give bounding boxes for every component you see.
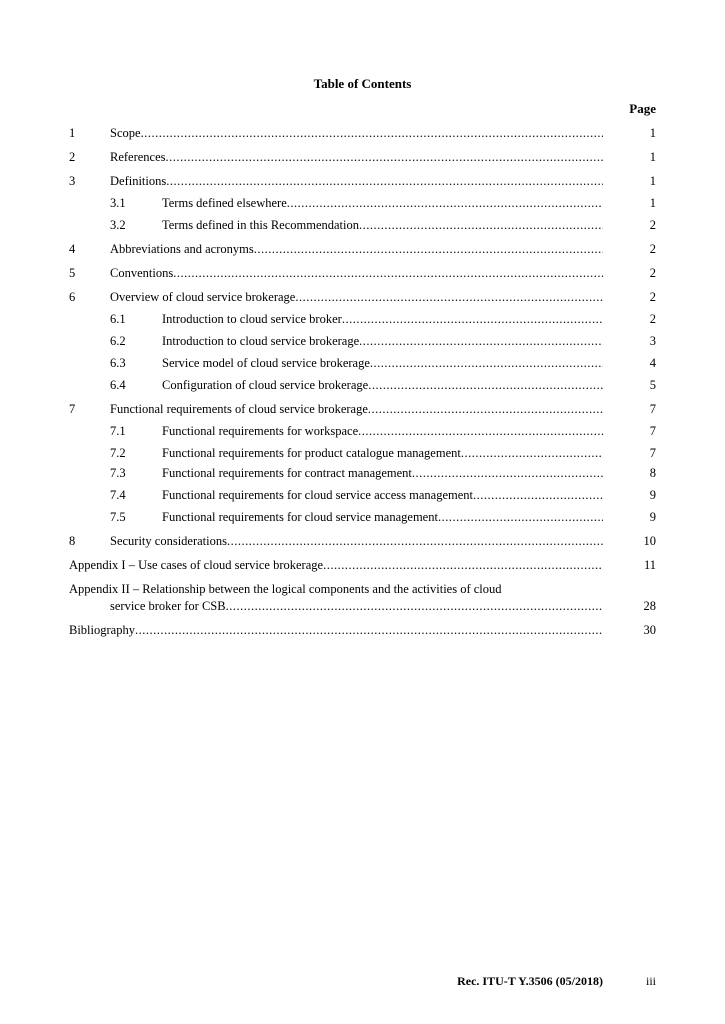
toc-entry-7[interactable] bbox=[69, 400, 656, 418]
leader-dots bbox=[166, 172, 603, 190]
toc-label: service broker for CSB bbox=[110, 599, 226, 613]
toc-page-number: 1 bbox=[649, 196, 656, 210]
toc-number: 6.1 bbox=[110, 312, 126, 326]
leader-dots bbox=[461, 444, 603, 462]
toc-page-number: 2 bbox=[649, 266, 656, 280]
leader-dots bbox=[287, 194, 603, 212]
toc-label: Abbreviations and acronyms bbox=[110, 242, 254, 256]
footer-page-number: iii bbox=[645, 974, 656, 988]
toc-number: 2 bbox=[69, 150, 76, 164]
toc-number: 8 bbox=[69, 534, 76, 548]
leader-dots bbox=[254, 240, 603, 258]
toc-entry-7-2[interactable] bbox=[69, 444, 656, 462]
toc-number: 7.5 bbox=[110, 510, 126, 524]
leader-dots bbox=[359, 332, 603, 350]
toc-label: Functional requirements for product catalogue management bbox=[162, 446, 461, 460]
toc-entry-2[interactable] bbox=[69, 148, 656, 166]
toc-entry-4[interactable] bbox=[69, 240, 656, 258]
leader-dots bbox=[323, 556, 603, 574]
toc-number: 6.3 bbox=[110, 356, 126, 370]
toc-entry-appendix-1[interactable] bbox=[69, 556, 656, 574]
toc-number: 3 bbox=[69, 174, 76, 188]
toc-number: 4 bbox=[69, 242, 76, 256]
toc-label: Definitions bbox=[110, 174, 167, 188]
leader-dots bbox=[226, 597, 603, 615]
toc-label: Conventions bbox=[110, 266, 174, 280]
toc-entry-1[interactable] bbox=[69, 124, 656, 142]
toc-entry-7-5[interactable] bbox=[69, 508, 656, 526]
toc-number: 6.2 bbox=[110, 334, 126, 348]
toc-number: 3.2 bbox=[110, 218, 126, 232]
toc-label: Overview of cloud service brokerage bbox=[110, 290, 296, 304]
toc-entry-bibliography[interactable] bbox=[69, 621, 656, 639]
leader-dots bbox=[359, 216, 603, 234]
toc-label: Scope bbox=[110, 126, 141, 140]
toc-page-number: 1 bbox=[649, 126, 656, 140]
leader-dots bbox=[141, 124, 603, 142]
toc-page-number: 9 bbox=[649, 488, 656, 502]
toc-entry-6-4[interactable] bbox=[69, 376, 656, 394]
leader-dots bbox=[227, 532, 603, 550]
toc-label: Terms defined in this Recommendation bbox=[162, 218, 359, 232]
toc-label: Service model of cloud service brokerage bbox=[162, 356, 370, 370]
toc-page-number: 2 bbox=[649, 242, 656, 256]
toc-label: Security considerations bbox=[110, 534, 227, 548]
toc-entry-3[interactable] bbox=[69, 172, 656, 190]
toc-page-number: 30 bbox=[643, 623, 656, 637]
leader-dots bbox=[166, 148, 603, 166]
toc-page-number: 3 bbox=[649, 334, 656, 348]
toc-number: 7.4 bbox=[110, 488, 126, 502]
leader-dots bbox=[412, 464, 603, 482]
toc-page-number: 11 bbox=[643, 558, 656, 572]
toc-page-number: 9 bbox=[649, 510, 656, 524]
leader-dots bbox=[358, 422, 603, 440]
toc-label: Functional requirements for cloud service access management bbox=[162, 488, 473, 502]
toc-page-number: 2 bbox=[649, 290, 656, 304]
leader-dots bbox=[295, 288, 603, 306]
toc-entry-3-2[interactable] bbox=[69, 216, 656, 234]
leader-dots bbox=[438, 508, 603, 526]
toc-page-number: 5 bbox=[649, 378, 656, 392]
toc-number: 5 bbox=[69, 266, 76, 280]
toc-label: Functional requirements for workspace bbox=[162, 424, 359, 438]
toc-entry-3-1[interactable] bbox=[69, 194, 656, 212]
toc-number: 7.1 bbox=[110, 424, 126, 438]
toc-number: 6.4 bbox=[110, 378, 126, 392]
toc-label: Bibliography bbox=[69, 623, 135, 637]
toc-entry-7-4[interactable] bbox=[69, 486, 656, 504]
leader-dots bbox=[342, 310, 603, 328]
toc-label: Functional requirements of cloud service brokerage bbox=[110, 402, 368, 416]
toc-entry-5[interactable] bbox=[69, 264, 656, 282]
toc-label: Functional requirements for cloud service management bbox=[162, 510, 438, 524]
toc-label: Functional requirements for contract management bbox=[162, 466, 412, 480]
toc-number: 1 bbox=[69, 126, 76, 140]
leader-dots bbox=[368, 376, 603, 394]
toc-label: Introduction to cloud service broker bbox=[162, 312, 342, 326]
toc-page-number: 28 bbox=[643, 599, 656, 613]
footer-recommendation: Rec. ITU-T Y.3506 (05/2018) bbox=[457, 974, 603, 988]
toc-entry-8[interactable] bbox=[69, 532, 656, 550]
toc-number: 7.2 bbox=[110, 446, 126, 460]
toc-number: 3.1 bbox=[110, 196, 126, 210]
toc-entry-6-3[interactable] bbox=[69, 354, 656, 372]
toc-entry-6-2[interactable] bbox=[69, 332, 656, 350]
toc-entry-appendix-2-line1[interactable] bbox=[69, 580, 656, 598]
leader-dots bbox=[135, 621, 603, 639]
toc-label-line1: Appendix II – Relationship between the logical components and the activities of cloud bbox=[69, 582, 502, 596]
page-column-heading: Page bbox=[629, 101, 656, 116]
toc-entry-appendix-2[interactable] bbox=[69, 597, 656, 615]
leader-dots bbox=[370, 354, 603, 372]
toc-number: 6 bbox=[69, 290, 76, 304]
toc-entry-7-3[interactable] bbox=[69, 464, 656, 482]
toc-number: 7 bbox=[69, 402, 76, 416]
leader-dots bbox=[368, 400, 603, 418]
toc-number: 7.3 bbox=[110, 466, 126, 480]
toc-label: Terms defined elsewhere bbox=[162, 196, 287, 210]
toc-page-number: 10 bbox=[643, 534, 656, 548]
toc-page-number: 7 bbox=[649, 402, 656, 416]
toc-label: Appendix I – Use cases of cloud service brokerage bbox=[69, 558, 324, 572]
toc-entry-7-1[interactable] bbox=[69, 422, 656, 440]
toc-page-number: 2 bbox=[649, 218, 656, 232]
toc-page-number: 7 bbox=[649, 424, 656, 438]
toc-page-number: 8 bbox=[649, 466, 656, 480]
toc-page-number: 1 bbox=[649, 150, 656, 164]
toc-entry-6[interactable] bbox=[69, 288, 656, 306]
toc-page-number: 7 bbox=[649, 446, 656, 460]
toc-page-number: 2 bbox=[649, 312, 656, 326]
toc-page-number: 1 bbox=[649, 174, 656, 188]
toc-entry-6-1[interactable] bbox=[69, 310, 656, 328]
toc-label: Configuration of cloud service brokerage bbox=[162, 378, 369, 392]
toc-label: References bbox=[110, 150, 166, 164]
leader-dots bbox=[173, 264, 603, 282]
leader-dots bbox=[473, 486, 603, 504]
toc-title: Table of Contents bbox=[313, 76, 412, 91]
toc-page-number: 4 bbox=[649, 356, 656, 370]
toc-label: Introduction to cloud service brokerage bbox=[162, 334, 360, 348]
